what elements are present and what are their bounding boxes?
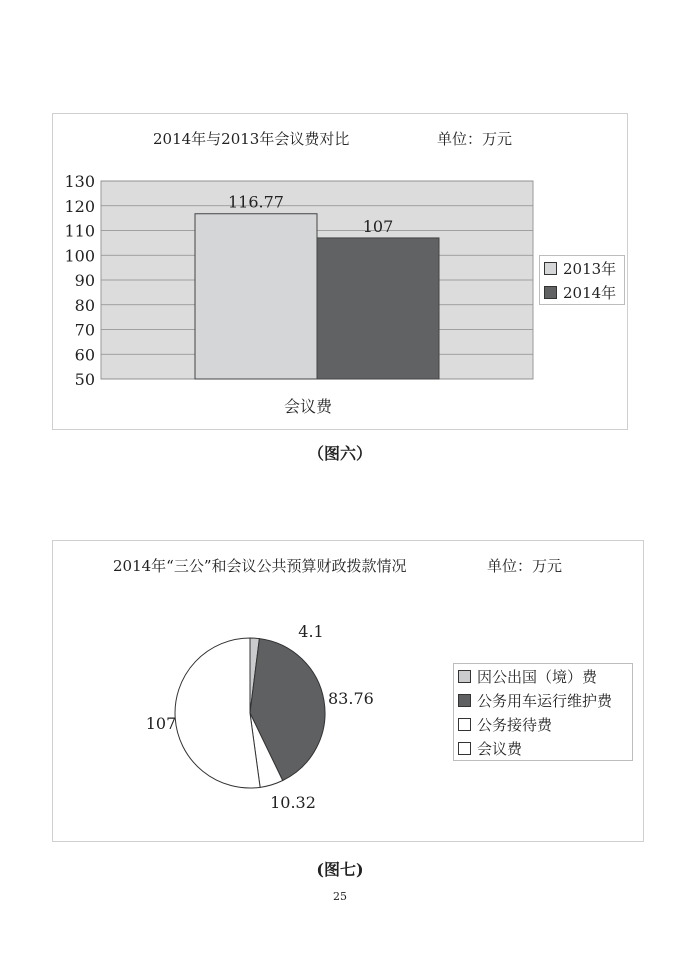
- figure7-pie-plot: [53, 541, 453, 841]
- figure6-chart-frame: [52, 113, 628, 430]
- pie-data-label-2: 10.32: [270, 793, 316, 812]
- legend-swatch-2: [458, 718, 471, 731]
- pie-data-label-1: 83.76: [328, 689, 374, 708]
- page-number: 25: [333, 890, 347, 903]
- x-category-label: 会议费: [283, 397, 333, 416]
- legend-swatch-1: [458, 694, 471, 707]
- bar-2014年: [317, 238, 439, 379]
- y-tick-label: 130: [64, 172, 95, 191]
- y-tick-label: 100: [64, 246, 95, 266]
- figure7-title: 2014年“三公”和会议公共预算财政拨款情况: [113, 557, 407, 575]
- data-label-2014年: 107: [362, 216, 394, 236]
- pie-data-label-3: 107: [145, 714, 177, 733]
- legend-swatch-2013: [544, 262, 557, 275]
- figure7-legend: [453, 663, 633, 761]
- legend-swatch-0: [458, 670, 471, 683]
- figure6-legend-item-2014: [540, 280, 624, 304]
- legend-label-3: 会议费: [477, 739, 523, 758]
- legend-swatch-3: [458, 742, 471, 755]
- y-tick-label: 110: [64, 221, 95, 241]
- legend-label-2: 公务接待费: [477, 715, 553, 734]
- figure6-caption: （图六）: [307, 444, 372, 463]
- pie-data-label-0: 4.1: [298, 622, 324, 641]
- y-tick-label: 70: [74, 320, 95, 340]
- y-tick-label: 80: [74, 295, 95, 315]
- legend-label-2014: 2014年: [563, 283, 617, 302]
- figure6-legend-item-2013: [540, 256, 624, 280]
- figure7-legend-item-1: [454, 688, 632, 712]
- y-tick-label: 50: [74, 370, 95, 389]
- figure7-legend-item-2: [454, 712, 632, 736]
- figure6-title: 2014年与2013年会议费对比: [153, 130, 350, 148]
- y-tick-label: 120: [64, 196, 95, 216]
- figure7-unit: 单位：万元: [487, 557, 563, 575]
- figure7-legend-item-0: [454, 664, 632, 688]
- legend-label-0: 因公出国（境）费: [477, 667, 598, 686]
- y-tick-label: 90: [74, 271, 95, 290]
- legend-swatch-2014: [544, 286, 557, 299]
- figure7-caption: (图七): [316, 860, 364, 879]
- legend-label-2013: 2013年: [563, 259, 617, 278]
- data-label-2013年: 116.77: [228, 192, 284, 212]
- figure7-chart-frame: [52, 540, 644, 842]
- figure6-unit: 单位：万元: [437, 130, 513, 148]
- figure6-legend: [539, 255, 625, 305]
- legend-label-1: 公务用车运行维护费: [477, 691, 613, 710]
- bar-2013年: [195, 214, 317, 379]
- y-tick-label: 60: [74, 345, 95, 365]
- pie-slice-3: [175, 638, 260, 788]
- figure7-legend-item-3: [454, 736, 632, 760]
